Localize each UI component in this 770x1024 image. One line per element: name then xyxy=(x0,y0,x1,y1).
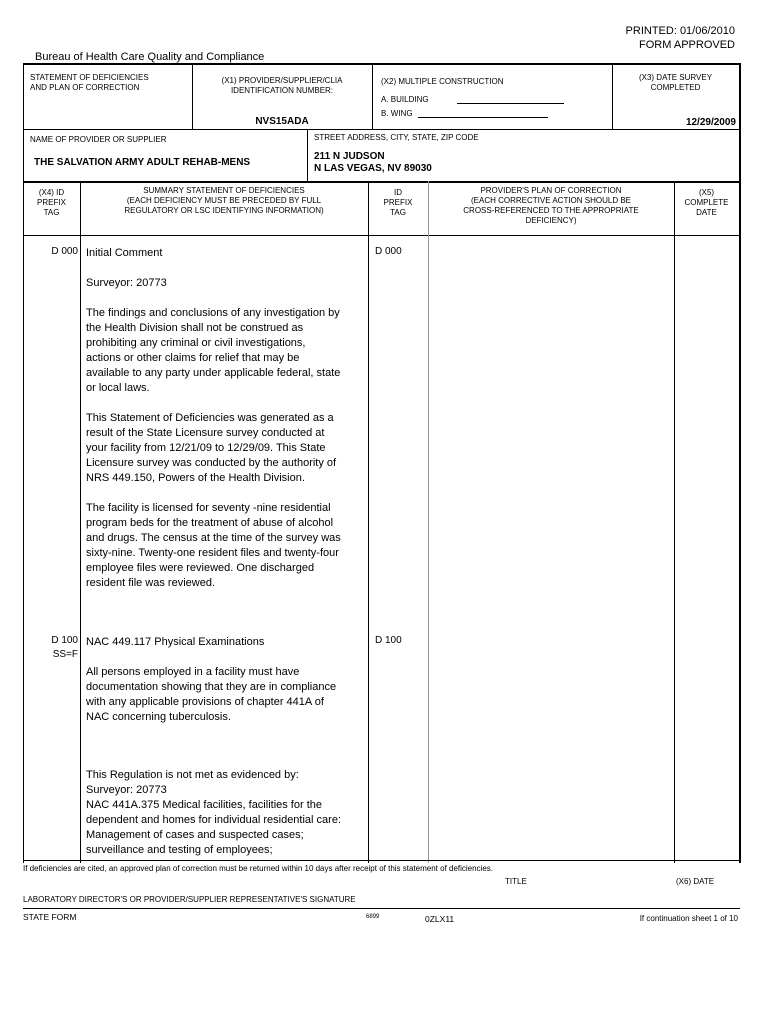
summary-body xyxy=(86,246,342,606)
title-label: TITLE xyxy=(505,877,527,886)
x2-label: (X2) MULTIPLE CONSTRUCTION xyxy=(381,77,504,86)
continuation-sheet: If continuation sheet 1 of 10 xyxy=(639,914,738,923)
paragraph-statement: This Statement of Deficiencies was generated as a result of the State Licensure survey conducted at your facility from 12/21/09 to 12/29/09. This State Licensure survey was conducted by the authority of NRS 449.150, Powers of the Health Division. xyxy=(86,412,337,484)
d100-body xyxy=(86,635,342,740)
paragraph-findings: The findings and conclusions of any investigation by the Health Division shall not be construed as prohibiting any criminal or civil investigations, actions or other claims for relief that may be available to any party under applicable federal, state or local laws. xyxy=(86,307,341,394)
paragraph-facility: The facility is licensed for seventy -nine residential program beds for the treatment of abuse of alcohol and drugs. The census at the time of the survey was sixty-nine. Twenty-one resident files and twenty-four employee files were reviewed. One discharged resident file was reviewed. xyxy=(86,502,341,589)
bureau-name: Bureau of Health Care Quality and Compliance xyxy=(35,51,265,63)
col-divider-2 xyxy=(368,181,369,863)
d100-title: NAC 449.117 Physical Examinations xyxy=(86,636,265,648)
signature-label: LABORATORY DIRECTOR'S OR PROVIDER/SUPPLIER REPRESENTATIVE'S SIGNATURE xyxy=(23,895,356,904)
surveyor-id: Surveyor: 20773 xyxy=(86,277,167,289)
provider-name: THE SALVATION ARMY ADULT REHAB-MENS xyxy=(34,157,251,168)
event-id: 0ZLX11 xyxy=(425,914,455,924)
evidence-surveyor: Surveyor: 20773 xyxy=(86,784,167,796)
x6-date-label: (X6) DATE xyxy=(676,877,715,886)
x4-header: (X4) ID PREFIX TAG xyxy=(37,188,66,217)
address-line-1: 211 N JUDSON xyxy=(314,151,385,162)
d100-evidence xyxy=(86,768,342,858)
col-divider-3 xyxy=(428,181,429,863)
evidence-line-1: This Regulation is not met as evidenced by: xyxy=(86,769,299,781)
evidence-regulation: NAC 441A.375 Medical facilities, facilities for the dependent and homes for individual residential care: Management of cases and suspected cases; surveillance and testing of employees; xyxy=(86,799,341,856)
building-line xyxy=(457,103,564,104)
form-approved: FORM APPROVED xyxy=(639,39,735,51)
d100-tag: D 100 xyxy=(51,635,78,646)
d100-plan-tag: D 100 xyxy=(375,635,402,646)
summary-header: SUMMARY STATEMENT OF DEFICIENCIES (EACH DEFICIENCY MUST BE PRECEDED BY FULL REGULATORY OR LSC IDENTIFYING INFORMATION) xyxy=(124,186,324,215)
correction-notice: If deficiencies are cited, an approved plan of correction must be returned within 10 days after receipt of this statement of deficiencies. xyxy=(23,864,494,873)
printed-date: PRINTED: 01/06/2010 xyxy=(625,25,735,37)
x3-label: (X3) DATE SURVEY COMPLETED xyxy=(638,73,713,92)
x1-label: (X1) PROVIDER/SUPPLIER/CLIA IDENTIFICATION NUMBER: xyxy=(221,76,343,95)
d000-plan-tag: D 000 xyxy=(375,246,402,257)
x2-wing: B. WING xyxy=(381,109,413,118)
address-label: STREET ADDRESS, CITY, STATE, ZIP CODE xyxy=(314,133,479,142)
d000-title: Initial Comment xyxy=(86,247,163,259)
paragraph-tuberculosis: All persons employed in a facility must have documentation showing that they are in compliance with any applicable provisions of chapter 441A of NAC concerning tuberculosis. xyxy=(86,666,337,723)
d100-ss: SS=F xyxy=(52,649,78,660)
table-bottom xyxy=(23,860,740,861)
d000-tag: D 000 xyxy=(51,246,78,257)
statement-label: STATEMENT OF DEFICIENCIES AND PLAN OF CORRECTION xyxy=(30,73,149,92)
wing-line xyxy=(418,117,548,118)
col-divider-4 xyxy=(674,181,675,863)
column-header-bottom xyxy=(23,235,740,236)
x2-building: A. BUILDING xyxy=(381,95,429,104)
plan-header: PROVIDER'S PLAN OF CORRECTION (EACH CORRECTIVE ACTION SHOULD BE CROSS-REFERENCED TO THE APPROPRIATE DEFICIENCY) xyxy=(463,186,639,225)
id-header: ID PREFIX TAG xyxy=(383,188,413,217)
address-line-2: N LAS VEGAS, NV 89030 xyxy=(314,163,432,174)
provider-id-number: NVS15ADA xyxy=(255,116,309,127)
survey-completed-date: 12/29/2009 xyxy=(685,117,736,128)
form-code: 6899 xyxy=(366,914,380,920)
x5-header: (X5) COMPLETE DATE xyxy=(684,188,729,217)
signature-line xyxy=(23,908,740,909)
provider-name-label: NAME OF PROVIDER OR SUPPLIER xyxy=(30,135,167,144)
col-divider-1 xyxy=(80,181,81,863)
state-form-label: STATE FORM xyxy=(23,912,77,922)
